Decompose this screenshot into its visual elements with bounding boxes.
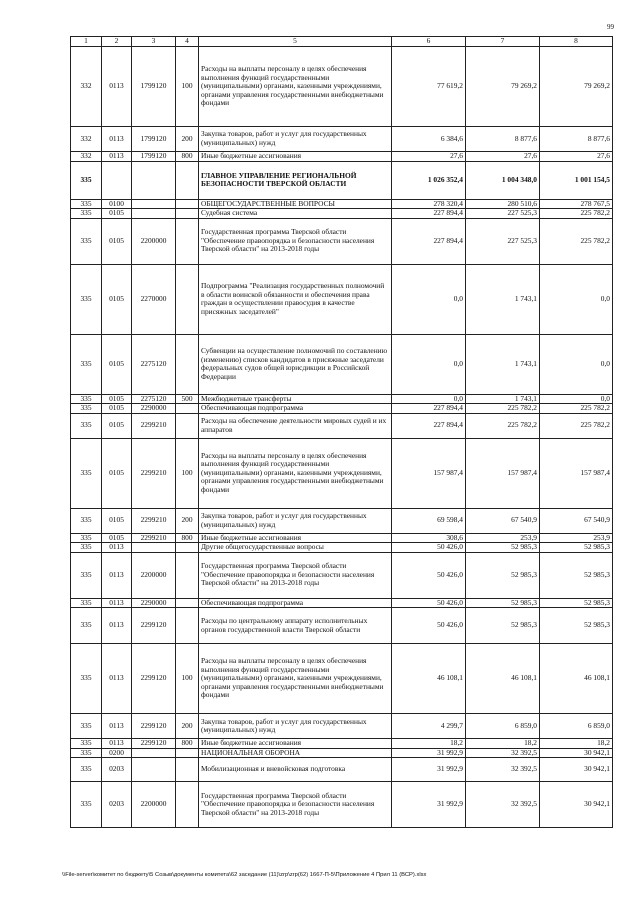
amount-cell: 227 894,4 — [392, 413, 466, 438]
amount-cell: 52 985,3 — [540, 543, 613, 553]
amount-cell: 225 782,2 — [466, 413, 540, 438]
amount-cell: 0,0 — [540, 334, 613, 394]
section-code-cell: 0113 — [102, 152, 132, 162]
target-code-cell: 2200000 — [132, 218, 176, 264]
expense-type-cell — [176, 334, 199, 394]
expense-type-cell: 100 — [176, 644, 199, 714]
amount-cell: 0,0 — [540, 264, 613, 334]
description-cell: Государственная программа Тверской области "Обеспечение правопорядка и безопасности населения Тверской области" на 2013-2018 годы — [199, 218, 392, 264]
amount-cell: 52 985,3 — [466, 608, 540, 644]
target-code-cell: 2290000 — [132, 598, 176, 608]
expense-type-cell — [176, 748, 199, 758]
target-code-cell — [132, 543, 176, 553]
amount-cell: 225 782,2 — [540, 218, 613, 264]
admin-code-cell: 335 — [71, 543, 102, 553]
table-row — [71, 47, 613, 127]
table-row — [71, 533, 613, 543]
table-row — [71, 543, 613, 553]
amount-cell: 67 540,9 — [540, 508, 613, 533]
amount-cell: 52 985,3 — [466, 552, 540, 598]
admin-code-cell: 335 — [71, 209, 102, 219]
amount-cell: 31 992,9 — [392, 748, 466, 758]
amount-cell: 30 942,1 — [540, 748, 613, 758]
target-code-cell: 2299120 — [132, 608, 176, 644]
table-row — [71, 608, 613, 644]
section-code-cell: 0100 — [102, 199, 132, 209]
section-code-cell: 0203 — [102, 782, 132, 828]
amount-cell: 157 987,4 — [466, 438, 540, 508]
section-code-cell: 0113 — [102, 644, 132, 714]
target-code-cell — [132, 199, 176, 209]
table-row — [71, 334, 613, 394]
amount-cell: 50 426,0 — [392, 608, 466, 644]
description-cell: Закупка товаров, работ и услуг для государственных (муниципальных) нужд — [199, 508, 392, 533]
admin-code-cell: 335 — [71, 438, 102, 508]
amount-cell: 50 426,0 — [392, 598, 466, 608]
expense-type-cell: 800 — [176, 152, 199, 162]
expense-type-cell: 200 — [176, 127, 199, 152]
table-row — [71, 209, 613, 219]
column-header: 5 — [199, 37, 392, 47]
amount-cell: 32 392,5 — [466, 758, 540, 782]
amount-cell: 157 987,4 — [540, 438, 613, 508]
amount-cell: 0,0 — [392, 394, 466, 404]
admin-code-cell: 335 — [71, 644, 102, 714]
table-row — [71, 438, 613, 508]
table-row — [71, 413, 613, 438]
amount-cell: 46 108,1 — [392, 644, 466, 714]
section-code-cell: 0113 — [102, 47, 132, 127]
table-header-row — [71, 37, 613, 47]
description-cell: Межбюджетные трансферты — [199, 394, 392, 404]
admin-code-cell: 335 — [71, 508, 102, 533]
target-code-cell: 2200000 — [132, 552, 176, 598]
expense-type-cell: 100 — [176, 47, 199, 127]
amount-cell: 157 987,4 — [392, 438, 466, 508]
amount-cell: 1 743,1 — [466, 394, 540, 404]
description-cell: Субвенции на осуществление полномочий по составлению (изменению) списков кандидатов в присяжные заседатели федеральных судов общей юрисдикции в Российской Федерации — [199, 334, 392, 394]
amount-cell: 50 426,0 — [392, 543, 466, 553]
expense-type-cell — [176, 218, 199, 264]
expense-type-cell: 800 — [176, 533, 199, 543]
admin-code-cell: 332 — [71, 152, 102, 162]
description-cell: Другие общегосударственные вопросы — [199, 543, 392, 553]
column-header: 4 — [176, 37, 199, 47]
expense-type-cell — [176, 598, 199, 608]
target-code-cell: 2275120 — [132, 394, 176, 404]
amount-cell: 6 859,0 — [466, 714, 540, 739]
amount-cell: 1 004 348,0 — [466, 161, 540, 199]
table-row — [71, 644, 613, 714]
section-code-cell: 0113 — [102, 739, 132, 749]
target-code-cell — [132, 209, 176, 219]
expense-type-cell — [176, 608, 199, 644]
amount-cell: 18,2 — [466, 739, 540, 749]
admin-code-cell: 335 — [71, 758, 102, 782]
table-row — [71, 748, 613, 758]
target-code-cell: 2299210 — [132, 508, 176, 533]
amount-cell: 32 392,5 — [466, 782, 540, 828]
description-cell: Расходы на обеспечение деятельности мировых судей и их аппаратов — [199, 413, 392, 438]
expense-type-cell — [176, 552, 199, 598]
table-row — [71, 714, 613, 739]
admin-code-cell: 335 — [71, 199, 102, 209]
admin-code-cell: 335 — [71, 598, 102, 608]
expense-type-cell — [176, 758, 199, 782]
expense-type-cell — [176, 161, 199, 199]
expense-type-cell: 200 — [176, 714, 199, 739]
section-code-cell: 0203 — [102, 758, 132, 782]
admin-code-cell: 335 — [71, 714, 102, 739]
description-cell: Государственная программа Тверской области "Обеспечение правопорядка и безопасности населения Тверской области" на 2013-2018 годы — [199, 552, 392, 598]
amount-cell: 30 942,1 — [540, 758, 613, 782]
amount-cell: 31 992,9 — [392, 758, 466, 782]
description-cell: Обеспечивающая подпрограмма — [199, 598, 392, 608]
target-code-cell: 2290000 — [132, 404, 176, 414]
amount-cell: 27,6 — [392, 152, 466, 162]
amount-cell: 1 743,1 — [466, 264, 540, 334]
amount-cell: 278 320,4 — [392, 199, 466, 209]
target-code-cell: 2275120 — [132, 334, 176, 394]
amount-cell: 0,0 — [392, 264, 466, 334]
target-code-cell: 2299120 — [132, 739, 176, 749]
amount-cell: 227 894,4 — [392, 218, 466, 264]
column-header: 7 — [466, 37, 540, 47]
table-row — [71, 598, 613, 608]
description-cell: Обеспечивающая подпрограмма — [199, 404, 392, 414]
table-row — [71, 758, 613, 782]
page-number: 99 — [607, 23, 614, 31]
description-cell: Закупка товаров, работ и услуг для государственных (муниципальных) нужд — [199, 714, 392, 739]
target-code-cell: 2299120 — [132, 644, 176, 714]
section-code-cell — [102, 161, 132, 199]
amount-cell: 6 859,0 — [540, 714, 613, 739]
section-code-cell: 0113 — [102, 552, 132, 598]
amount-cell: 1 743,1 — [466, 334, 540, 394]
table-row — [71, 218, 613, 264]
target-code-cell: 2299120 — [132, 714, 176, 739]
admin-code-cell: 335 — [71, 264, 102, 334]
table-row — [71, 508, 613, 533]
target-code-cell: 2299210 — [132, 533, 176, 543]
table-row — [71, 404, 613, 414]
table-row — [71, 782, 613, 828]
amount-cell: 32 392,5 — [466, 748, 540, 758]
amount-cell: 50 426,0 — [392, 552, 466, 598]
description-cell: Закупка товаров, работ и услуг для государственных (муниципальных) нужд — [199, 127, 392, 152]
admin-code-cell: 335 — [71, 161, 102, 199]
amount-cell: 52 985,3 — [466, 543, 540, 553]
amount-cell: 253,9 — [540, 533, 613, 543]
target-code-cell: 1799120 — [132, 47, 176, 127]
amount-cell: 8 877,6 — [466, 127, 540, 152]
table-row — [71, 152, 613, 162]
amount-cell: 27,6 — [466, 152, 540, 162]
amount-cell: 77 619,2 — [392, 47, 466, 127]
section-code-cell: 0113 — [102, 127, 132, 152]
description-cell: Судебная система — [199, 209, 392, 219]
description-cell: Расходы на выплаты персоналу в целях обеспечения выполнения функций государственными (муниципальными) органами, казенными учреждениями, органами управления государственными внебюджетными фондами — [199, 644, 392, 714]
description-cell: ГЛАВНОЕ УПРАВЛЕНИЕ РЕГИОНАЛЬНОЙ БЕЗОПАСНОСТИ ТВЕРСКОЙ ОБЛАСТИ — [199, 161, 392, 199]
target-code-cell: 2200000 — [132, 782, 176, 828]
table-row — [71, 394, 613, 404]
amount-cell: 227 894,4 — [392, 404, 466, 414]
amount-cell: 79 269,2 — [466, 47, 540, 127]
admin-code-cell: 335 — [71, 404, 102, 414]
admin-code-cell: 335 — [71, 608, 102, 644]
table-row — [71, 161, 613, 199]
amount-cell: 52 985,3 — [540, 598, 613, 608]
table-row — [71, 264, 613, 334]
column-header: 3 — [132, 37, 176, 47]
expense-type-cell: 200 — [176, 508, 199, 533]
section-code-cell: 0105 — [102, 394, 132, 404]
amount-cell: 69 598,4 — [392, 508, 466, 533]
table-body — [71, 47, 613, 828]
expense-type-cell — [176, 413, 199, 438]
amount-cell: 27,6 — [540, 152, 613, 162]
amount-cell: 18,2 — [392, 739, 466, 749]
admin-code-cell: 335 — [71, 218, 102, 264]
column-header: 6 — [392, 37, 466, 47]
amount-cell: 4 299,7 — [392, 714, 466, 739]
expense-type-cell — [176, 543, 199, 553]
amount-cell: 0,0 — [540, 394, 613, 404]
admin-code-cell: 335 — [71, 782, 102, 828]
description-cell: Расходы по центральному аппарату исполнительных органов государственной власти Тверской области — [199, 608, 392, 644]
section-code-cell: 0113 — [102, 598, 132, 608]
description-cell: Мобилизационная и вневойсковая подготовка — [199, 758, 392, 782]
amount-cell: 8 877,6 — [540, 127, 613, 152]
table-row — [71, 199, 613, 209]
expense-type-cell — [176, 404, 199, 414]
amount-cell: 227 525,3 — [466, 209, 540, 219]
description-cell: Подпрограмма "Реализация государственных полномочий в области воинской обязанности и обеспечения права граждан в осуществлении правосудия в качестве присяжных заседателей" — [199, 264, 392, 334]
amount-cell: 30 942,1 — [540, 782, 613, 828]
expense-type-cell: 100 — [176, 438, 199, 508]
section-code-cell: 0113 — [102, 608, 132, 644]
target-code-cell: 1799120 — [132, 152, 176, 162]
amount-cell: 227 525,3 — [466, 218, 540, 264]
amount-cell: 52 985,3 — [540, 608, 613, 644]
expense-type-cell — [176, 264, 199, 334]
description-cell: Государственная программа Тверской области "Обеспечение правопорядка и безопасности населения Тверской области" на 2013-2018 годы — [199, 782, 392, 828]
section-code-cell: 0113 — [102, 714, 132, 739]
amount-cell: 79 269,2 — [540, 47, 613, 127]
section-code-cell: 0113 — [102, 543, 132, 553]
target-code-cell — [132, 748, 176, 758]
amount-cell: 0,0 — [392, 334, 466, 394]
expense-type-cell: 800 — [176, 739, 199, 749]
section-code-cell: 0105 — [102, 438, 132, 508]
description-cell: НАЦИОНАЛЬНАЯ ОБОРОНА — [199, 748, 392, 758]
expense-type-cell — [176, 209, 199, 219]
amount-cell: 225 782,2 — [466, 404, 540, 414]
section-code-cell: 0105 — [102, 264, 132, 334]
table-row — [71, 552, 613, 598]
amount-cell: 308,6 — [392, 533, 466, 543]
amount-cell: 67 540,9 — [466, 508, 540, 533]
description-cell: Иные бюджетные ассигнования — [199, 152, 392, 162]
admin-code-cell: 332 — [71, 47, 102, 127]
admin-code-cell: 335 — [71, 552, 102, 598]
amount-cell: 227 894,4 — [392, 209, 466, 219]
section-code-cell: 0105 — [102, 413, 132, 438]
admin-code-cell: 335 — [71, 413, 102, 438]
amount-cell: 225 782,2 — [540, 404, 613, 414]
amount-cell: 52 985,3 — [466, 598, 540, 608]
amount-cell: 46 108,1 — [540, 644, 613, 714]
target-code-cell: 2270000 — [132, 264, 176, 334]
file-path-footer: \\File-server\комитет по бюджету\5 Созыв\документы комитета\62 заседание (11)\zrp\zrp(62) 1667-П-5\Приложение 4 Прил 11 (ВСР).xlsx — [62, 872, 427, 878]
section-code-cell: 0200 — [102, 748, 132, 758]
column-header: 2 — [102, 37, 132, 47]
admin-code-cell: 335 — [71, 533, 102, 543]
section-code-cell: 0105 — [102, 209, 132, 219]
amount-cell: 31 992,9 — [392, 782, 466, 828]
admin-code-cell: 335 — [71, 748, 102, 758]
target-code-cell — [132, 161, 176, 199]
amount-cell: 280 510,6 — [466, 199, 540, 209]
section-code-cell: 0105 — [102, 404, 132, 414]
admin-code-cell: 332 — [71, 127, 102, 152]
table-row — [71, 127, 613, 152]
target-code-cell: 2299210 — [132, 413, 176, 438]
amount-cell: 18,2 — [540, 739, 613, 749]
section-code-cell: 0105 — [102, 218, 132, 264]
amount-cell: 1 026 352,4 — [392, 161, 466, 199]
amount-cell: 225 782,2 — [540, 209, 613, 219]
budget-table — [70, 36, 613, 828]
column-header: 1 — [71, 37, 102, 47]
description-cell: Расходы на выплаты персоналу в целях обеспечения выполнения функций государственными (муниципальными) органами, казенными учреждениями, органами управления государственными внебюджетными фондами — [199, 438, 392, 508]
target-code-cell: 1799120 — [132, 127, 176, 152]
section-code-cell: 0105 — [102, 334, 132, 394]
table-row — [71, 739, 613, 749]
section-code-cell: 0105 — [102, 508, 132, 533]
target-code-cell — [132, 758, 176, 782]
amount-cell: 46 108,1 — [466, 644, 540, 714]
admin-code-cell: 335 — [71, 394, 102, 404]
amount-cell: 52 985,3 — [540, 552, 613, 598]
amount-cell: 253,9 — [466, 533, 540, 543]
column-header: 8 — [540, 37, 613, 47]
admin-code-cell: 335 — [71, 334, 102, 394]
expense-type-cell: 500 — [176, 394, 199, 404]
section-code-cell: 0105 — [102, 533, 132, 543]
amount-cell: 6 384,6 — [392, 127, 466, 152]
target-code-cell: 2299210 — [132, 438, 176, 508]
expense-type-cell — [176, 782, 199, 828]
amount-cell: 1 001 154,5 — [540, 161, 613, 199]
expense-type-cell — [176, 199, 199, 209]
description-cell: ОБЩЕГОСУДАРСТВЕННЫЕ ВОПРОСЫ — [199, 199, 392, 209]
admin-code-cell: 335 — [71, 739, 102, 749]
amount-cell: 225 782,2 — [540, 413, 613, 438]
amount-cell: 278 767,5 — [540, 199, 613, 209]
description-cell: Иные бюджетные ассигнования — [199, 739, 392, 749]
description-cell: Иные бюджетные ассигнования — [199, 533, 392, 543]
description-cell: Расходы на выплаты персоналу в целях обеспечения выполнения функций государственными (муниципальными) органами, казенными учреждениями, органами управления государственными внебюджетными фондами — [199, 47, 392, 127]
